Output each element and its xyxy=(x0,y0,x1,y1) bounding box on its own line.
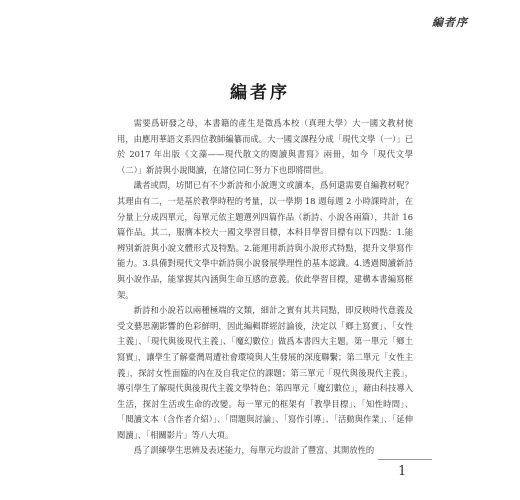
paragraph: 需要爲研發之母，本書籍的產生是徵爲本校（真理大學）大一國文教材使用，由應用華語文系四位教師編纂而成。大一國文課程分成「現代文學（一）」已於 2017 年出版《文藻——現代散文的閱讀與書寫》兩冊，如今「現代文學（二）」新詩與小說閱讀，在諸位同仁努力下也即將問世。 xyxy=(117,118,413,175)
paragraph: 識者或問，坊間已有不少新詩和小說選文或讀本，爲何還需要自編教材呢？其理由有二，一是基於教學時程的考量，以一學期 18 週每週 2 小時課時計，在分量上分成四單元，每單元依主題選列四篇作品（新詩、小說各兩篇），共計 16 篇作品。其二，服膺本校大一國文學習目標，本科目學習目標有以下四點：1.能辨別新詩與小說文體形式及特點。2.能運用新詩與小說形式特點，提升文學寫作能力。3.具備對現代文學中新詩與小說發展學理性的基本認識。4.透過閱讀新詩與小說作品，能掌握其內涵與生命互感的意義。依此學習目標，建構本書編寫框架。 xyxy=(117,180,413,300)
page-number: 1 xyxy=(398,464,407,479)
paragraph: 爲了訓練學生思辨及表述能力，每單元均設計了豐富、其開放性的 xyxy=(133,445,375,456)
preface-body xyxy=(117,116,413,459)
running-head: 編者序 xyxy=(432,16,468,29)
paragraph: 新詩和小說若以兩種極端的文類，細計之實有其共同點，即反映時代意義及受文藝思潮影響的色彩鮮明，因此編輯群經討論後，決定以「鄉土寫實」、「女性主義」、「現代與後現代主義」、「魔幻數位」做爲本書四大主題。第一單元「鄉土寫實」，讓學生了解臺灣周遭社會環境與人生發展的深度聯繫；第二單元「女性主義」，探討女性面臨的內在及自我定位的課題；第三單元「現代與後現代主義」，導引學生了解現代與後現代主義文學特色；第四單元「魔幻數位」，藉由科技導入生活，探討生活或生命的改變。每一單元的框架有「教學目標」、「知性時間」、「閱讀文本（含作者介紹）」、「問題與討論」、「寫作引導」、「活動與作業」、「延伸閱讀」、「相關影片」等八大項。 xyxy=(117,305,413,440)
page-title: 編者序 xyxy=(230,83,290,103)
footer-rule xyxy=(378,459,432,460)
